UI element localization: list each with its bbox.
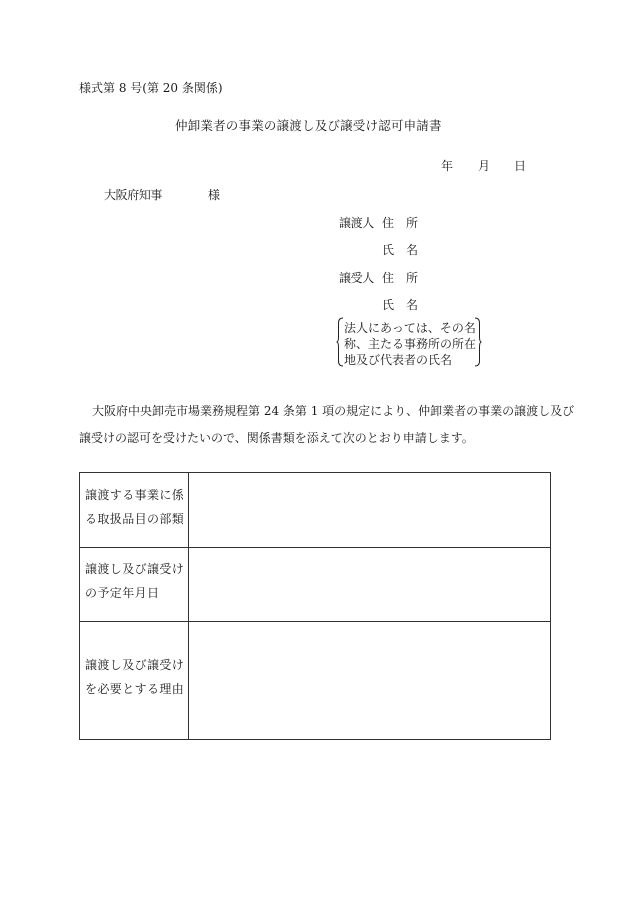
reason-value-cell	[189, 622, 550, 739]
transferor-name-label: 氏 名	[382, 243, 419, 257]
date-month-label: 月	[478, 159, 491, 173]
statement-line: 大阪府中央卸売市場業務規程第 24 条第 1 項の規定により、仲卸業者の事業の譲渡し及び	[92, 404, 575, 418]
note-line: 称、主たる事務所の所在	[344, 337, 477, 351]
note-line: 地及び代表者の氏名	[344, 353, 453, 367]
note-line: 法人にあっては、その名	[344, 321, 476, 335]
transferee-role-label: 譲受人	[339, 271, 374, 285]
corporate-note	[336, 317, 482, 367]
row-label-line: を必要とする理由	[85, 682, 185, 696]
document-title: 仲卸業者の事業の譲渡し及び譲受け認可申請書	[175, 118, 442, 133]
left-brace-mark	[336, 317, 344, 367]
row-label-cell	[80, 622, 189, 739]
table-row	[80, 473, 550, 547]
statement-line: 譲受けの認可を受けたいので、関係書類を添えて次のとおり申請します。	[79, 431, 474, 445]
form-number-label: 様式第 8 号(第 20 条関係)	[79, 81, 223, 95]
scheduled-date-value-cell	[189, 548, 550, 621]
transferee-name-label: 氏 名	[382, 298, 419, 312]
date-day-label: 日	[514, 159, 527, 173]
application-table	[79, 472, 551, 740]
transferor-address-label: 住 所	[382, 216, 419, 230]
row-label-cell	[80, 473, 189, 547]
right-brace-mark	[474, 317, 482, 367]
addressee-honorific: 様	[208, 188, 221, 202]
corporate-note-text	[344, 320, 476, 368]
table-row	[80, 547, 550, 621]
table-row	[80, 621, 550, 739]
row-label-line: 譲渡し及び譲受け	[85, 562, 185, 576]
row-label-line: 譲渡し及び譲受け	[85, 658, 185, 672]
transferor-role-label: 譲渡人	[339, 216, 374, 230]
row-label-line: る取扱品目の部類	[85, 511, 185, 526]
row-label-cell	[80, 548, 189, 621]
goods-category-value-cell	[189, 473, 550, 547]
transferee-address-label: 住 所	[382, 271, 419, 285]
row-label-line: 譲渡する事業に係	[85, 487, 185, 502]
row-label-line: の予定年月日	[85, 586, 160, 600]
date-year-label: 年	[441, 159, 454, 173]
addressee-name: 大阪府知事	[104, 188, 163, 202]
